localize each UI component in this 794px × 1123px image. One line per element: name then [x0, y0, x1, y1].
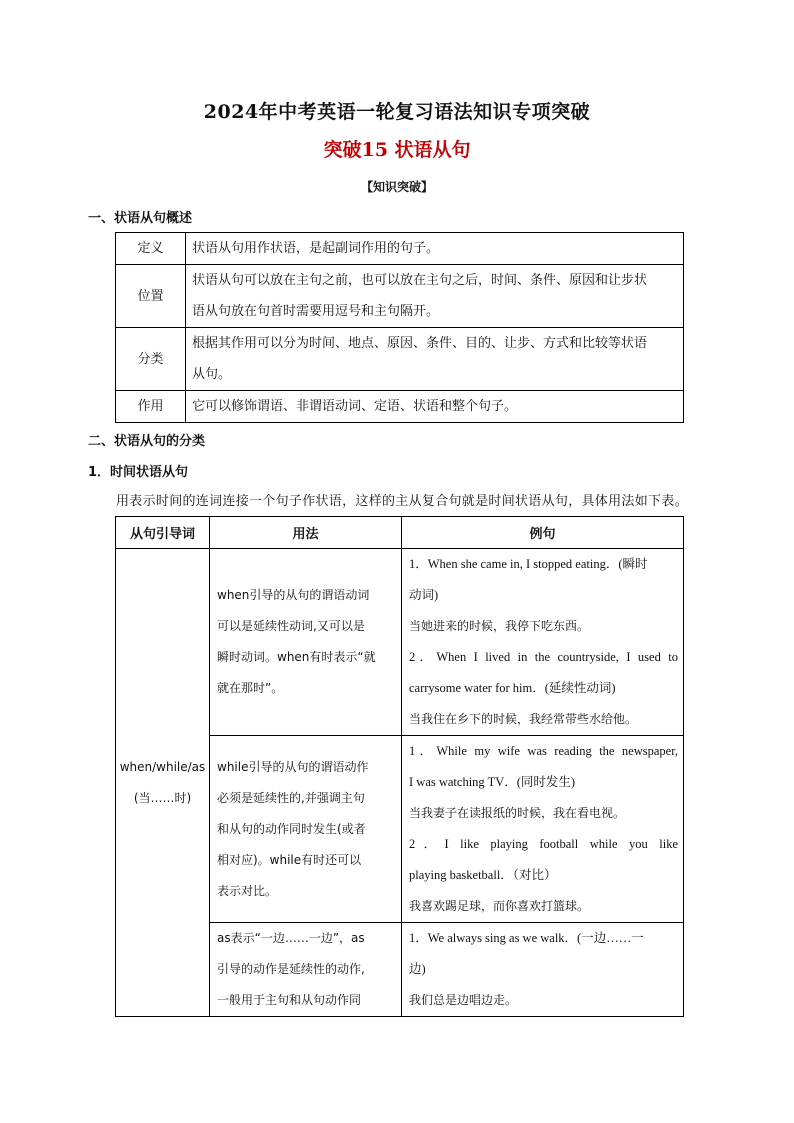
row-key: 定义 — [116, 233, 186, 265]
table-row — [116, 391, 684, 423]
subsection-heading: 1．时间状语从句 — [88, 465, 189, 480]
section2-heading: 二、状语从句的分类 — [88, 434, 206, 449]
row-value: 状语从句可以放在主句之前，也可以放在主句之后，时间、条件、原因和让步状 语从句放在句首时需要用逗号和主句隔开。 — [186, 265, 684, 328]
column-header: 用法 — [210, 517, 402, 549]
row-key: 作用 — [116, 391, 186, 423]
row-value: 它可以修饰谓语、非谓语动词、定语、状语和整个句子。 — [186, 391, 684, 423]
usage-cell: as表示“一边……一边”，as 引导的动作是延续性的动作, 一般用于主句和从句动作同 — [210, 923, 402, 1017]
column-header: 从句引导词 — [116, 517, 210, 549]
table-row — [116, 549, 684, 736]
time-clause-table — [115, 516, 684, 1017]
column-header: 例句 — [402, 517, 684, 549]
example-cell: 1．When she came in, I stopped eating．(瞬时 动词) 当她进来的时候，我停下吃东西。 2．When I lived in the countryside, I used to carrysome water for him．(延续性动词) 当我住在乡下的时候，我经常带些水给他。 — [402, 549, 684, 736]
lead-words-cell: when/while/as (当……时) — [116, 549, 210, 1017]
table-row — [116, 233, 684, 265]
document-title: 2024年中考英语一轮复习语法知识专项突破 — [203, 101, 591, 123]
table-row — [116, 328, 684, 391]
table-row — [116, 265, 684, 328]
table-header-row — [116, 517, 684, 549]
usage-cell: while引导的从句的谓语动作 必须是延续性的,并强调主句 和从句的动作同时发生(或者 相对应)。while有时还可以 表示对比。 — [210, 736, 402, 923]
example-cell: 1．While my wife was reading the newspaper, I was watching TV．(同时发生) 当我妻子在读报纸的时候，我在看电视。 2．I like playing football while you like playing basketball．（对比） 我喜欢踢足球，而你喜欢打篮球。 — [402, 736, 684, 923]
overview-table — [115, 232, 684, 423]
example-cell: 1．We always sing as we walk．(一边……一 边) 我们总是边唱边走。 — [402, 923, 684, 1017]
intro-paragraph: 用表示时间的连词连接一个句子作状语，这样的主从复合句就是时间状语从句，具体用法如下表。 — [116, 494, 688, 509]
row-key: 位置 — [116, 265, 186, 328]
section-tag: 【知识突破】 — [360, 180, 433, 194]
row-value: 状语从句用作状语，是起副词作用的句子。 — [186, 233, 684, 265]
row-key: 分类 — [116, 328, 186, 391]
section1-heading: 一、状语从句概述 — [88, 211, 193, 226]
row-value: 根据其作用可以分为时间、地点、原因、条件、目的、让步、方式和比较等状语 从句。 — [186, 328, 684, 391]
usage-cell: when引导的从句的谓语动词 可以是延续性动词,又可以是 瞬时动词。when有时表示“就 就在那时”。 — [210, 549, 402, 736]
document-subtitle: 突破15 状语从句 — [323, 139, 471, 161]
